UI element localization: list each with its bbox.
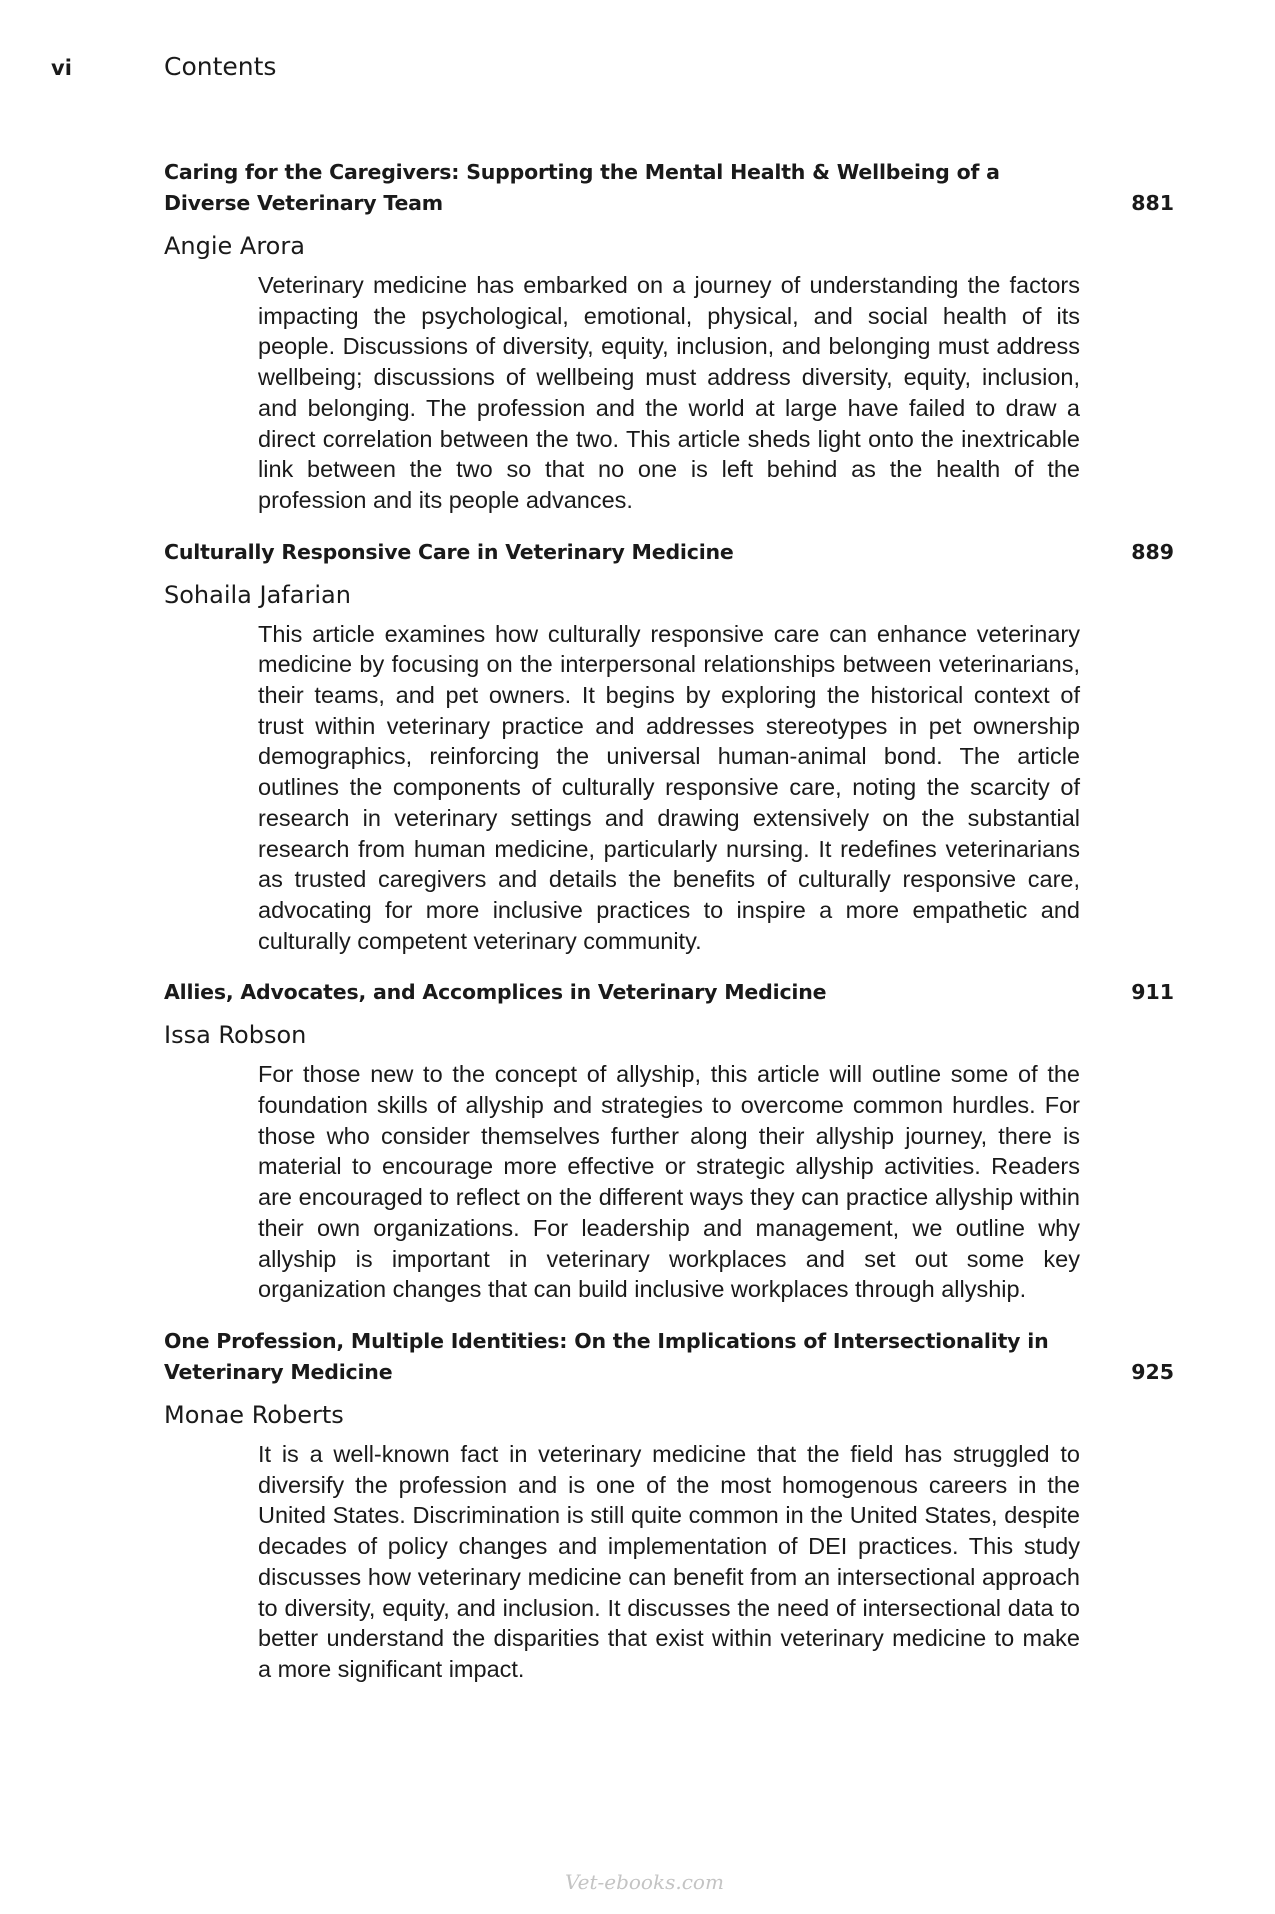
entry-page-number[interactable]: 889	[1131, 539, 1174, 564]
entry-page-number[interactable]: 925	[1131, 1359, 1174, 1384]
running-head	[51, 50, 451, 82]
entry-author: Issa Robson	[164, 1021, 307, 1050]
entry-page-number[interactable]: 881	[1131, 191, 1174, 215]
entry-abstract: It is a well-known fact in veterinary medicine that the field has struggled to diversify the profession and is one of the most homogenous careers in the United States. Discrimination is still quite common in the United States, despite decades of policy changes and implementation of DEI practices. This study discusses how veterinary medicine can benefit from an intersectional approach to diversity, equity, and inclusion. It discusses the need of intersectional data to better understand the disparities that exist within veterinary medicine to make a more significant impact.	[258, 1440, 1080, 1682]
entry-author: Sohaila Jafarian	[164, 580, 351, 609]
contents-entry	[164, 537, 1174, 957]
entry-title[interactable]: Allies, Advocates, and Accomplices in Veterinary Medicine	[164, 980, 827, 1005]
entry-author: Angie Arora	[164, 232, 305, 260]
running-title: Contents	[164, 52, 277, 81]
entry-abstract: For those new to the concept of allyship, this article will outline some of the foundation skills of allyship and strategies to overcome common hurdles. For those who consider themselves further along their allyship journey, there is material to encourage more effective or strategic allyship activities. Readers are encouraged to reflect on the different ways they can practice allyship within their own organizations. For leadership and management, we outline why allyship is important in veterinary workplaces and set out some key organization changes that can build inclusive workplaces through allyship.	[258, 1061, 1080, 1303]
page-number: vi	[51, 56, 72, 80]
entry-title[interactable]: Culturally Responsive Care in Veterinary Medicine	[164, 539, 734, 564]
contents-list	[164, 157, 1174, 1685]
entry-author: Monae Roberts	[164, 1400, 344, 1429]
entry-abstract: This article examines how culturally responsive care can enhance veterinary medicine by focusing on the interpersonal relationships between veterinarians, their teams, and pet owners. It begins by exploring the historical context of trust within veterinary practice and addresses stereotypes in pet ownership demographics, reinforcing the universal human-animal bond. The article outlines the components of culturally responsive care, noting the scarcity of research in veterinary settings and drawing extensively on the substantial research from human medicine, particularly nursing. It redefines veterinarians as trusted caregivers and details the benefits of culturally responsive care, advocating for more inclusive practices to inspire a more empathetic and culturally competent veterinary community.	[258, 620, 1080, 954]
entry-title[interactable]: Caring for the Caregivers: Supporting the Mental Health & Wellbeing of a Diverse Veterinary Team	[164, 160, 1000, 215]
entry-page-number[interactable]: 911	[1131, 980, 1174, 1005]
contents-entry	[164, 1326, 1174, 1685]
entry-title[interactable]: One Profession, Multiple Identities: On the Implications of Intersectionality in Veterinary Medicine	[164, 1328, 1049, 1384]
entry-abstract: Veterinary medicine has embarked on a journey of understanding the factors impacting the psychological, emotional, physical, and social health of its people. Discussions of diversity, equity, inclusion, and belonging must address wellbeing; discussions of wellbeing must address diversity, equity, inclusion, and belonging. The profession and the world at large have failed to draw a direct correlation between the two. This article sheds light onto the inextricable link between the two so that no one is left behind as the health of the profession and its people advances.	[258, 272, 1080, 513]
contents-entry	[164, 157, 1174, 516]
contents-entry	[164, 977, 1174, 1305]
watermark-logo: Vet-ebooks.com	[565, 1870, 724, 1894]
